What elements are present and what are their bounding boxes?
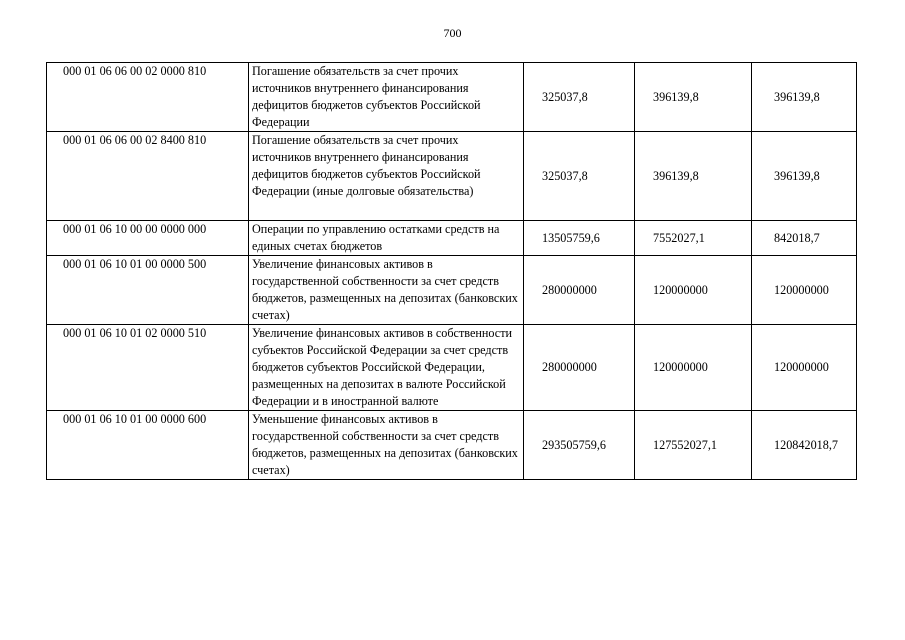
table-row: [47, 256, 857, 325]
item-name-cell: Погашение обязательств за счет прочих источников внутреннего финансирования дефицитов бюджетов субъектов Российской Федерации (иные долговые обязательства): [249, 132, 524, 221]
value-year-1-cell: 293505759,6: [524, 411, 635, 480]
item-name-cell: Уменьшение финансовых активов в государственной собственности за счет средств бюджетов, размещенных на депозитах (банковских счетах): [249, 411, 524, 480]
value-year-3-cell: 120000000: [752, 325, 857, 411]
budget-code-cell: 000 01 06 10 01 00 0000 600: [47, 411, 249, 480]
table-row: [47, 411, 857, 480]
value-year-2-cell: 127552027,1: [635, 411, 752, 480]
table-row: [47, 325, 857, 411]
value-year-1-cell: 280000000: [524, 325, 635, 411]
budget-sources-table: [46, 62, 857, 480]
value-year-2-cell: 120000000: [635, 256, 752, 325]
value-year-3-cell: 120842018,7: [752, 411, 857, 480]
value-year-2-cell: 7552027,1: [635, 221, 752, 256]
page-number: 700: [443, 26, 462, 40]
table-row: [47, 132, 857, 221]
value-year-3-cell: 396139,8: [752, 63, 857, 132]
table-row: [47, 63, 857, 132]
value-year-3-cell: 120000000: [752, 256, 857, 325]
item-name-cell: Увеличение финансовых активов в собственности субъектов Российской Федерации за счет средств бюджетов субъектов Российской Федерации, размещенных на депозитах в валюте Российской Федерации и в иностранной валюте: [249, 325, 524, 411]
budget-code-cell: 000 01 06 10 00 00 0000 000: [47, 221, 249, 256]
table-row: [47, 221, 857, 256]
budget-code-cell: 000 01 06 06 00 02 0000 810: [47, 63, 249, 132]
value-year-2-cell: 120000000: [635, 325, 752, 411]
item-name-cell: Погашение обязательств за счет прочих источников внутреннего финансирования дефицитов бюджетов субъектов Российской Федерации: [249, 63, 524, 132]
budget-code-cell: 000 01 06 06 00 02 8400 810: [47, 132, 249, 221]
value-year-2-cell: 396139,8: [635, 132, 752, 221]
item-name-cell: Операции по управлению остатками средств на единых счетах бюджетов: [249, 221, 524, 256]
value-year-3-cell: 842018,7: [752, 221, 857, 256]
budget-code-cell: 000 01 06 10 01 00 0000 500: [47, 256, 249, 325]
value-year-1-cell: 13505759,6: [524, 221, 635, 256]
item-name-cell: Увеличение финансовых активов в государственной собственности за счет средств бюджетов, размещенных на депозитах (банковских счетах): [249, 256, 524, 325]
value-year-1-cell: 280000000: [524, 256, 635, 325]
value-year-1-cell: 325037,8: [524, 132, 635, 221]
value-year-2-cell: 396139,8: [635, 63, 752, 132]
value-year-1-cell: 325037,8: [524, 63, 635, 132]
value-year-3-cell: 396139,8: [752, 132, 857, 221]
budget-code-cell: 000 01 06 10 01 02 0000 510: [47, 325, 249, 411]
